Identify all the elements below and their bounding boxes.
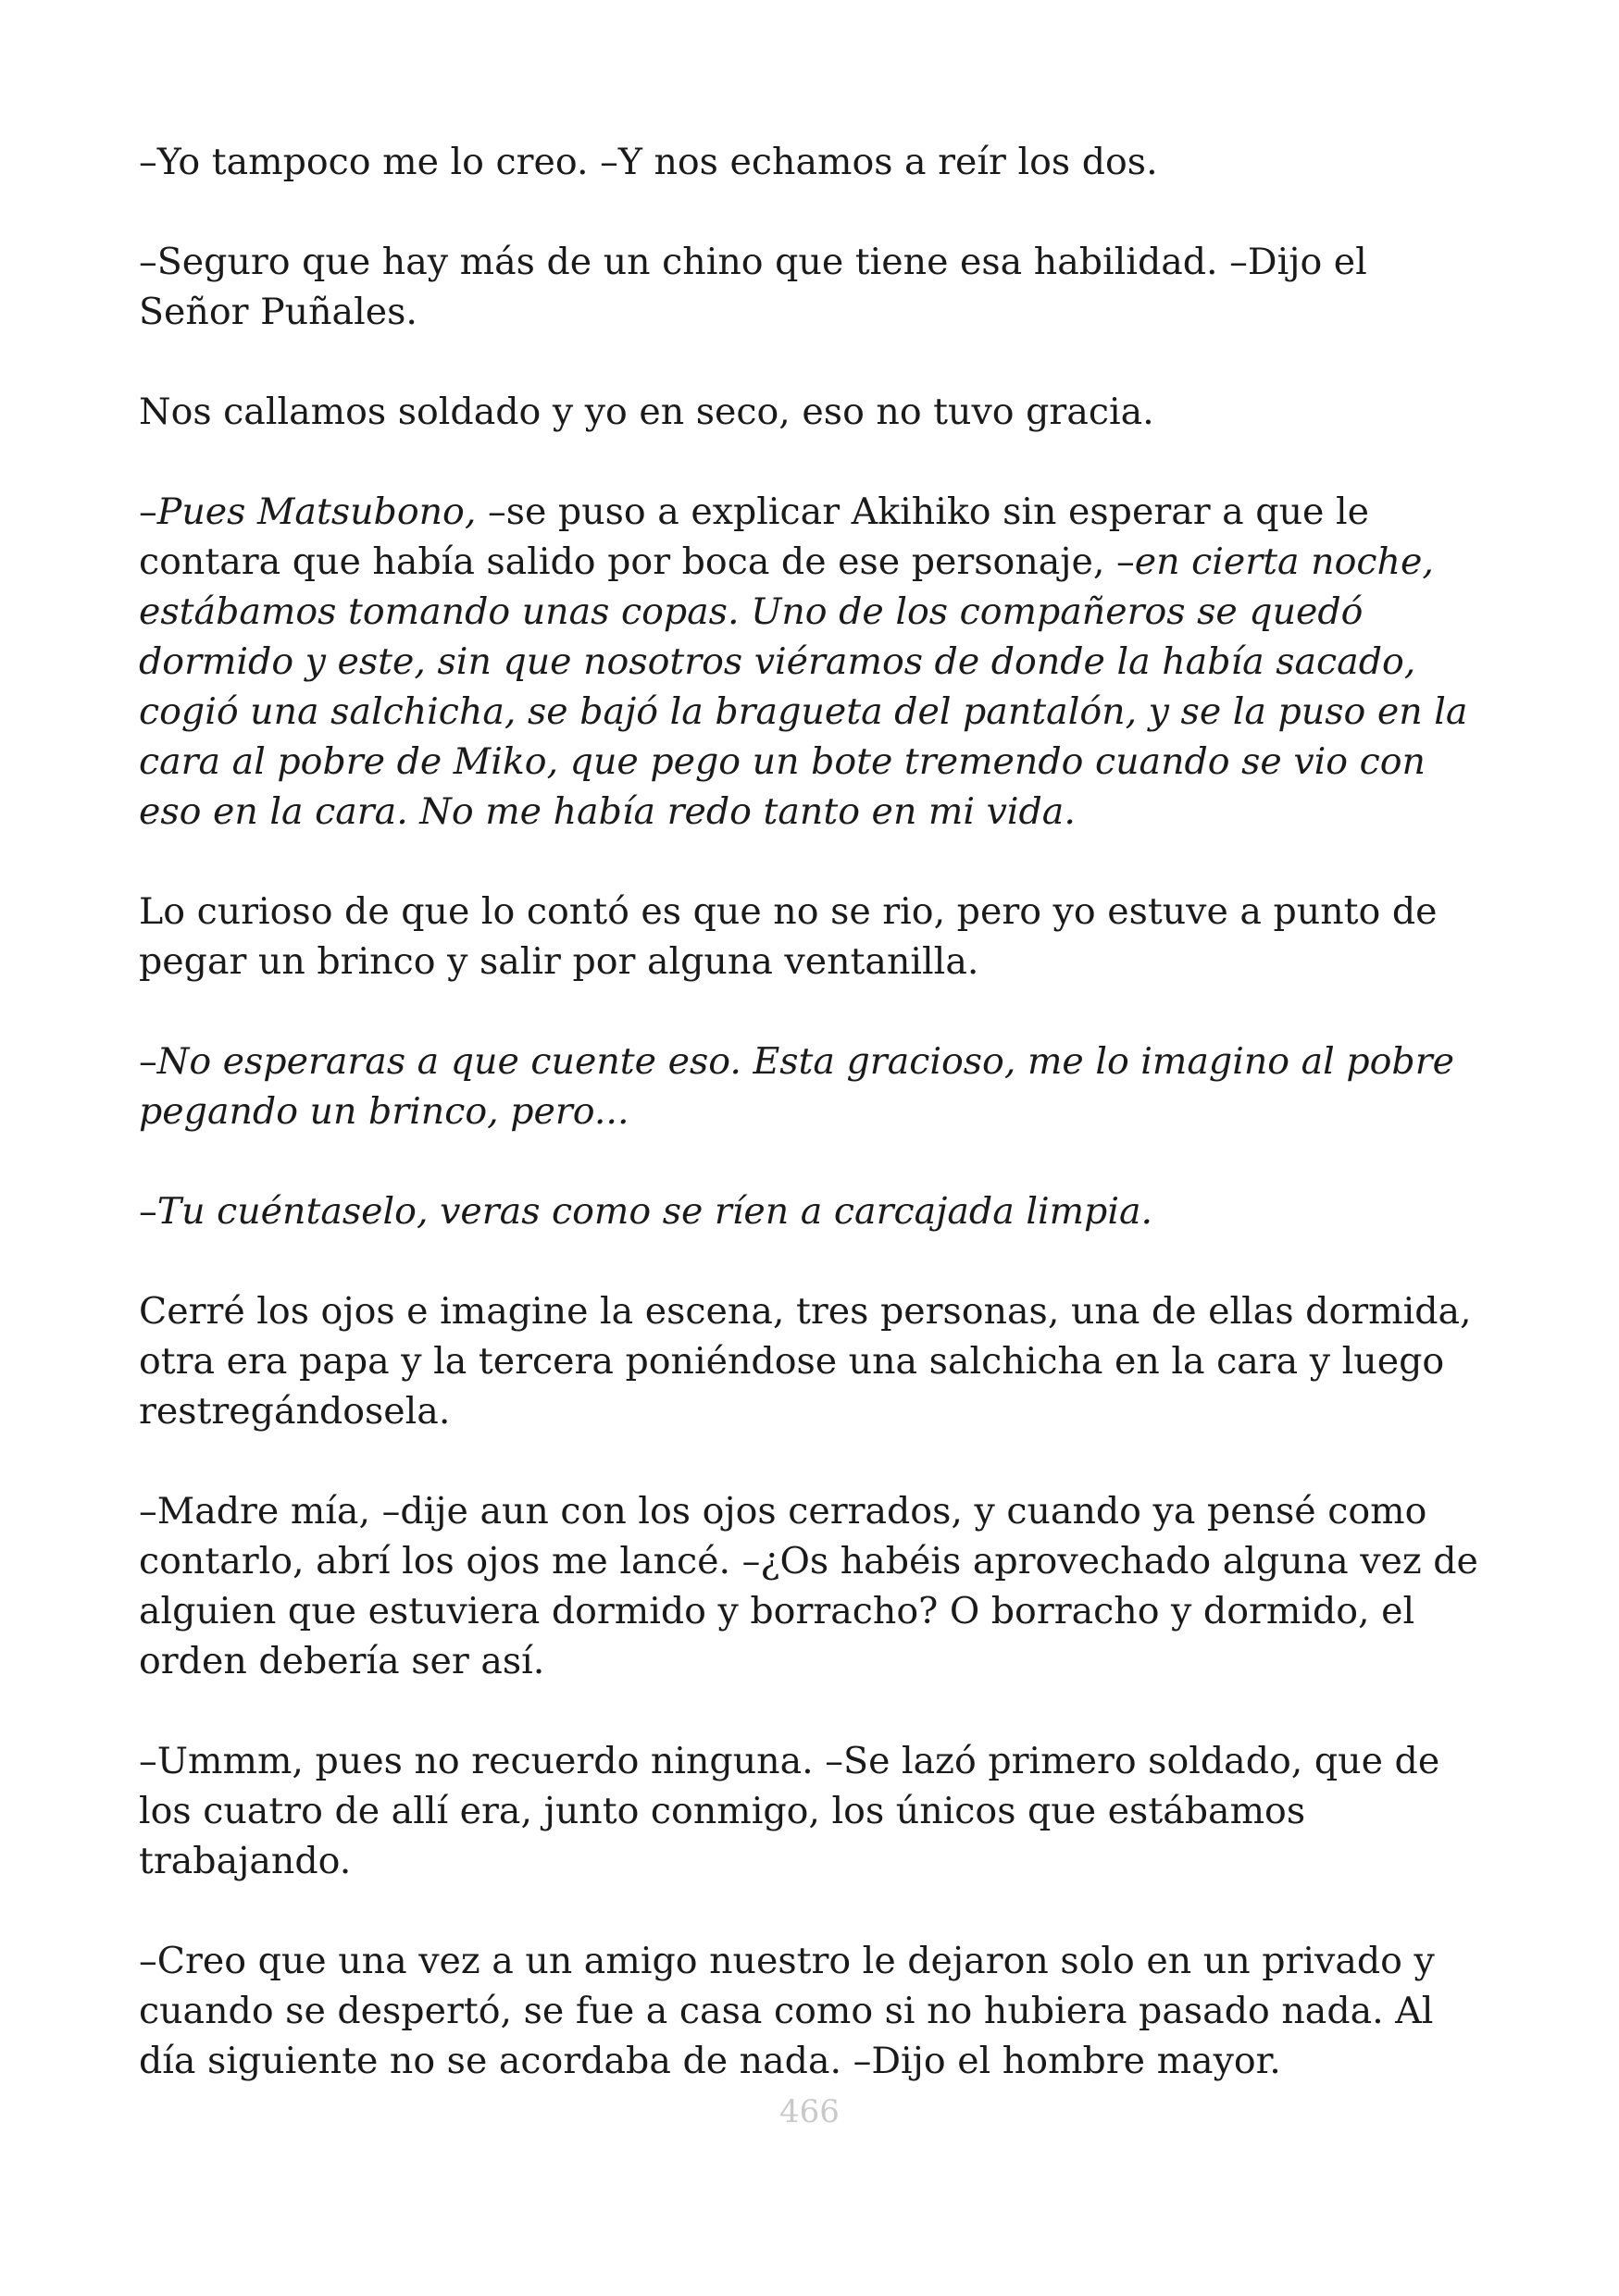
paragraph [139,1036,1481,1136]
paragraph [139,487,1481,837]
paragraph [139,1736,1481,1886]
page-number: 466 [779,2093,840,2130]
paragraph [139,1186,1481,1236]
italic-text-segment: Tu cuéntaselo, veras como se ríen a carcajada limpia. [156,1190,1153,1233]
text-segment: – [139,1040,157,1083]
italic-text-segment: en cierta noche, estábamos tomando unas copas. Uno de los compañeros se quedó dormido y este, sin que nosotros viéramos de donde la había sacado, cogió una salchicha, se bajó la bragueta del pantalón, y se la puso en la cara al pobre de Miko, que pego un bote tremendo cuando se vio con eso en la cara. No me había redo tanto en mi vida. [139,540,1468,833]
paragraph [139,237,1481,337]
text-segment: – [139,490,157,533]
paragraph [139,137,1481,187]
text-segment: Nos callamos soldado y yo en seco, eso no tuvo gracia. [139,391,1154,433]
italic-text-segment: Pues Matsubono, [156,490,477,533]
text-segment: –Seguro que hay más de un chino que tiene esa habilidad. –Dijo el Señor Puñales. [139,241,1367,333]
paragraph [139,887,1481,987]
text-segment: –se puso a explicar Akihiko sin esperar a que le contara que había salido por boca de ese personaje, – [139,490,1369,583]
text-segment: Cerré los ojos e imagine la escena, tres personas, una de ellas dormida, otra era papa y la tercera poniéndose una salchicha en la cara y luego restregándosela. [139,1290,1472,1433]
paragraph [139,1286,1481,1436]
italic-text-segment: No esperaras a que cuente eso. Esta gracioso, me lo imagino al pobre pegando un brinco, pero... [139,1040,1454,1133]
text-segment: –Creo que una vez a un amigo nuestro le dejaron solo en un privado y cuando se despertó, se fue a casa como si no hubiera pasado nada. Al día siguiente no se acordaba de nada. –Dijo el hombre mayor. [139,1940,1435,2082]
text-segment: –Yo tampoco me lo creo. –Y nos echamos a reír los dos. [139,141,1158,183]
paragraph [139,387,1481,437]
text-segment: – [139,1190,157,1233]
text-segment: Lo curioso de que lo contó es que no se rio, pero yo estuve a punto de pegar un brinco y salir por alguna ventanilla. [139,890,1438,983]
text-segment: –Madre mía, –dije aun con los ojos cerrados, y cuando ya pensé como contarlo, abrí los ojos me lancé. –¿Os habéis aprovechado alguna vez de alguien que estuviera dormido y borracho? O borracho y dormido, el orden debería ser así. [139,1490,1478,1682]
paragraph [139,1936,1481,2086]
text-segment: –Ummm, pues no recuerdo ninguna. –Se lazó primero soldado, que de los cuatro de allí era, junto conmigo, los únicos que estábamos trabajando. [139,1740,1440,1882]
paragraph [139,1486,1481,1686]
body-text [139,137,1481,2086]
